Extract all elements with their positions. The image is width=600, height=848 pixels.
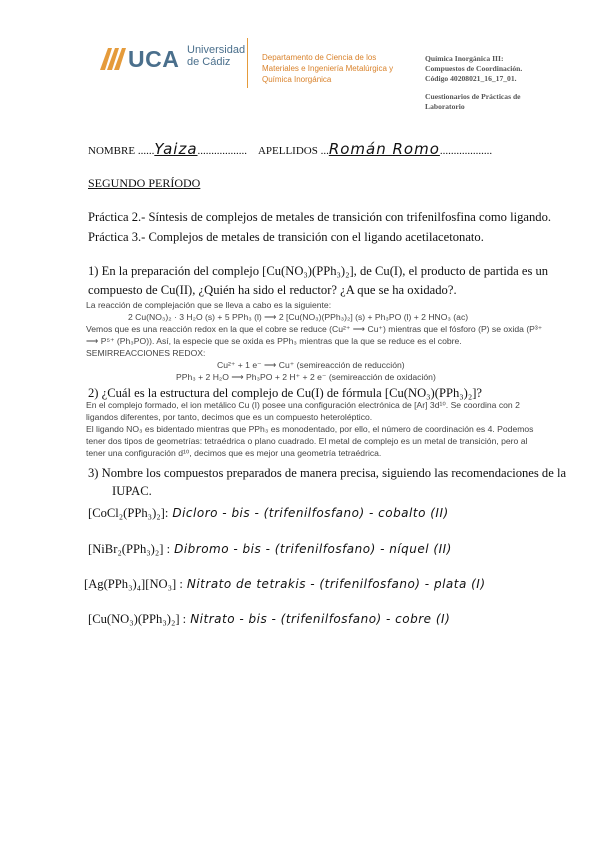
course-info — [425, 54, 595, 84]
redox-heading: SEMIRREACCIONES REDOX: — [86, 348, 206, 358]
questionnaire-info — [425, 92, 595, 112]
compound-name-handwritten: Nitrato de tetrakis - (trifenilfosfano) - plata (I) — [186, 577, 486, 591]
answer-2-text: ligandos diferentes, por tanto, decimos que es un compuesto heteroléptico. — [86, 412, 373, 422]
surname-label: APELLIDOS — [257, 145, 321, 157]
logo-text: UCA — [128, 46, 180, 72]
name-label: NOMBRE — [88, 145, 138, 157]
answer-2-text: tener dos tipos de geometrías: tetraédrica o plano cuadrado. El metal de complejo es un metal de transición, pero al — [86, 436, 528, 446]
answer-1-text: ⟶ P⁵⁺ (Ph₃PO)). Así, la especie que se oxida es PPh₃ mientras que la que se reduce es el cobre. — [86, 336, 462, 346]
department-line: Departamento de Ciencia de los — [262, 53, 377, 62]
question-3-line1: 3) Nombre los compuestos preparados de manera precisa, siguiendo las recomendaciones de la — [88, 466, 567, 480]
logo-mark-icon — [100, 48, 126, 70]
course-line: Compuestos de Coordinación. — [425, 64, 523, 73]
course-line: Código 40208021_16_17_01. — [425, 74, 517, 83]
name-value: Yaiza — [154, 140, 198, 158]
reaction-equation: 2 Cu(NO₃)₂ · 3 H₂O (s) + 5 PPh₃ (l) ⟶ 2 [Cu(NO₃)(PPh₃)₂] (s) + Ph₃PO (l) + 2 HNO₃ (ac) — [128, 312, 469, 322]
answer-1-intro: La reacción de complejación que se lleva a cabo es la siguiente: — [86, 300, 332, 310]
student-line — [88, 140, 492, 158]
compound-row — [88, 610, 450, 628]
compound-formula: [Cu(NO₃)(PPh₃)₂] : — [88, 612, 187, 626]
course-line: Cuestionarios de Prácticas de — [425, 92, 521, 101]
name-dots: .................. — [197, 145, 248, 157]
question-1-line2: compuesto de Cu(II), ¿Quién ha sido el reductor? ¿A que se ha oxidado?. — [88, 283, 457, 297]
answer-2-text: En el complejo formado, el ion metálico Cu (I) posee una configuración electrónica de [Ar] 3d¹⁰. Se coordina con 2 — [86, 400, 520, 410]
compound-row — [88, 540, 452, 558]
answer-2-text: El ligando NO₃ es bidentado mientras que PPh₃ es monodentado, por ello, el número de coordinación es 4. Podemos — [86, 424, 534, 434]
question-3-line2: IUPAC. — [112, 484, 152, 498]
question-1-line1: 1) En la preparación del complejo [Cu(NO₃)(PPh₃)₂], de Cu(I), el producto de partida es un — [88, 264, 549, 278]
department-line: Química Inorgánica — [262, 75, 332, 84]
practica-3: Práctica 3.- Complejos de metales de transición con el ligando acetilacetonato. — [88, 230, 484, 244]
university-name — [187, 44, 245, 68]
compound-row — [84, 575, 486, 593]
compound-name-handwritten: Nitrato - bis - (trifenilfosfano) - cobre (I) — [190, 612, 451, 626]
course-line: Laboratorio — [425, 102, 465, 111]
answer-2-text: tener una configuración d¹⁰, decimos que es mejor una geometría tetraédrica. — [86, 448, 382, 458]
compound-formula: [NiBr₂(PPh₃)₂] : — [88, 542, 171, 556]
surname-dots: ................... — [439, 145, 493, 157]
section-title: SEGUNDO PERÍODO — [88, 176, 201, 190]
reduction-half-reaction: Cu²⁺ + 1 e⁻ ⟶ Cu⁺ (semireacción de reducción) — [217, 360, 405, 370]
university-line: de Cádiz — [187, 56, 231, 68]
practica-2: Práctica 2.- Síntesis de complejos de metales de transición con trifenilfosfina como ligando. — [88, 210, 552, 224]
compound-name-handwritten: Dicloro - bis - (trifenilfosfano) - cobalto (II) — [172, 506, 449, 520]
name-dots: ...... — [137, 145, 155, 157]
oxidation-half-reaction: PPh₃ + 2 H₂O ⟶ Ph₃PO + 2 H⁺ + 2 e⁻ (semireacción de oxidación) — [176, 372, 436, 382]
question-2: 2) ¿Cuál es la estructura del complejo de Cu(I) de fórmula [Cu(NO₃)(PPh₃)₂]? — [88, 386, 483, 400]
answer-1-text: Vemos que es una reacción redox en la que el cobre se reduce (Cu²⁺ ⟶ Cu⁺) mientras que el fósforo (P) se oxida (P³⁺ — [86, 324, 543, 334]
university-line: Universidad — [187, 44, 246, 56]
course-line: Química Inorgánica III: — [425, 54, 504, 63]
compound-formula: [Ag(PPh₃)₄][NO₃] : — [84, 577, 183, 591]
surname-value: Román Romo — [328, 140, 440, 158]
department-line: Materiales e Ingeniería Metalúrgica y — [262, 64, 394, 73]
header-divider — [247, 38, 248, 88]
surname-dots: ... — [320, 145, 329, 157]
compound-formula: [CoCl₂(PPh₃)₂]: — [88, 506, 169, 520]
department-name — [262, 52, 412, 85]
compound-name-handwritten: Dibromo - bis - (trifenilfosfano) - níquel (II) — [174, 542, 452, 556]
compound-row — [88, 504, 449, 522]
